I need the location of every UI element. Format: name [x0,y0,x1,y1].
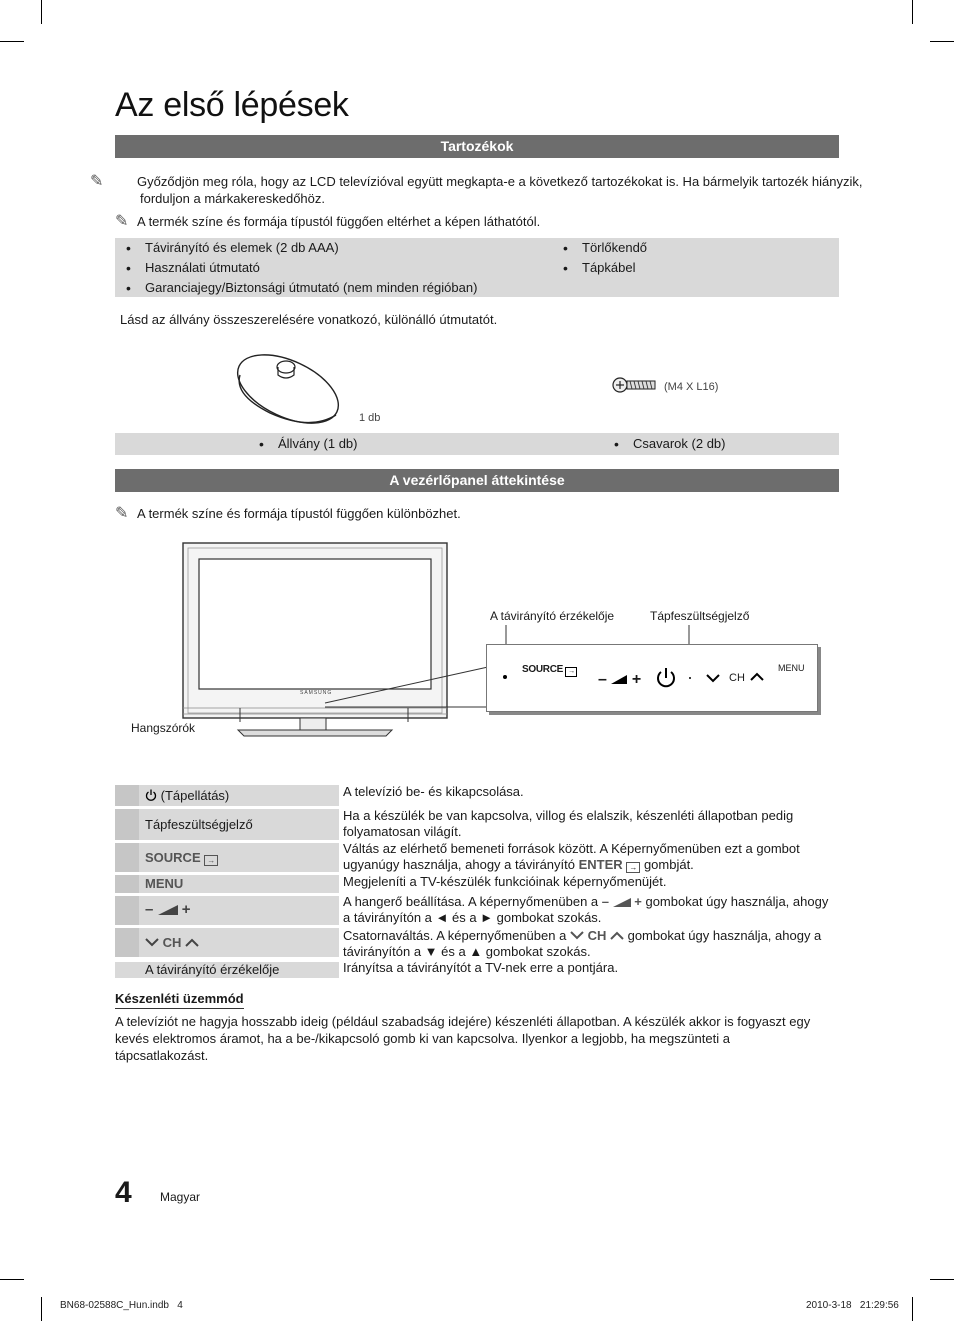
panel-source-button[interactable]: SOURCE → [522,664,577,677]
screw-spec: (M4 X L16) [664,381,719,393]
section-heading-control-panel: A vezérlőpanel áttekintése [115,469,839,492]
list-item: • Csavarok (2 db) [633,434,725,454]
panel-ch-label: CH [729,672,745,684]
control-panel-zoom [486,644,818,712]
stand-illustration [230,345,350,427]
enter-icon: → [626,862,640,873]
stand-screws-row [115,433,839,455]
accessories-list [115,238,839,297]
control-row-volume [115,896,339,925]
crop-mark [0,1279,24,1280]
footer-timestamp: 2010-3-18 21:29:56 [806,1300,899,1311]
control-desc-remote-sensor: Irányítsa a távirányítót a TV-nek erre a pontjára. [343,960,619,975]
control-row-source: SOURCE → [115,843,339,872]
note-appearance: ✎ A termék színe és formája típustól függően eltérhet a képen láthatótól. [115,213,541,230]
list-item: • Használati útmutató [145,258,260,278]
crop-mark [912,1297,913,1321]
control-desc-power: A televízió be- és kikapcsolása. [343,784,524,799]
language-label: Magyar [160,1190,201,1204]
power-icon[interactable] [655,667,677,689]
minus-icon: – [598,671,607,688]
page-number: 4 [115,1176,132,1209]
control-row-remote-sensor: A távirányító érzékelője [115,962,339,978]
control-row-menu: MENU [115,875,339,893]
crop-mark [930,1279,954,1280]
panel-menu-button[interactable]: MENU [778,663,805,673]
crop-mark [912,0,913,24]
standby-text: A televíziót ne hagyja hosszabb ideig (például szabadság idejére) készenléti állapotban. A készülék akkor is fogyaszt egy kevés elektromos áramot, ha a be-/kikapcsoló gomb ki van kapcsolva. Ilyenkor a legjobb, ha megszünteti a tápcsatlakozást. [115,1014,811,1063]
note-accessories-check: ✎ Győződjön meg róla, hogy az LCD televízióval együtt megkapta-e a következő tartozékokat is. Ha bármelyik tartozék hiányzik, forduljon a márkakereskedőhöz. [90,173,863,206]
pencil-note-icon: ✎ [115,213,129,230]
control-row-power: (Tápellátás) [115,785,339,806]
chevron-up-icon [610,931,624,940]
page-title: Az első lépések [115,86,349,124]
footer-file-name: BN68-02588C_Hun.indb 4 [60,1300,183,1311]
crop-mark [41,0,42,24]
pencil-note-icon: ✎ [90,173,104,190]
note-control-panel: ✎ A termék színe és formája típustól függően különbözhet. [115,505,461,522]
remote-sensor-dot [503,675,507,679]
section-heading-accessories: Tartozékok [115,135,839,158]
chevron-up-icon[interactable] [749,672,765,682]
callout-speakers: Hangszórók [131,721,196,735]
standby-heading: Készenléti üzemmód [115,991,244,1009]
list-item: • Tápkábel [582,258,635,278]
crop-mark [930,41,954,42]
crop-mark [41,1297,42,1321]
callout-remote-sensor: A távirányító érzékelője [490,609,615,623]
minus-icon: – [601,894,609,909]
control-desc-source: Váltás az elérhető bemeneti források között. A Képernyőmenüben ezt a gombot ugyanúgy használja, ahogy a távirányító ENTER → gombját. [343,841,800,872]
list-item: • Távirányító és elemek (2 db AAA) [145,238,339,258]
control-desc-volume: A hangerő beállítása. A képernyőmenüben a – + gombokat úgy használja, ahogy a távirányítón a ◄ és a ► gombokat szokás. [343,894,829,925]
brand-logo: SAMSUNG [300,690,333,696]
pencil-note-icon: ✎ [115,505,129,522]
chevron-down-icon [145,938,159,947]
chevron-down-icon[interactable] [705,673,721,683]
stand-quantity: 1 db [359,412,381,424]
volume-icon [611,675,627,684]
control-desc-channel: Csatornaváltás. A képernyőmenüben a CH gombokat úgy használja, ahogy a távirányítón a ▼ és a ▲ gombokat szokás. [343,928,822,959]
chevron-down-icon [570,931,584,940]
volume-icon [613,898,631,907]
stand-instructions-note: Lásd az állvány összeszerelésére vonatkozó, különálló útmutatót. [120,312,498,327]
list-item: • Törlőkendő [582,238,647,258]
chevron-up-icon [185,938,199,947]
list-item: • Állvány (1 db) [278,434,357,454]
screw-icon [612,375,658,395]
power-icon [145,789,157,801]
crop-mark [0,41,24,42]
control-desc-menu: Megjeleníti a TV-készülék funkcióinak képernyőmenüjét. [343,874,667,889]
callout-power-indicator: Tápfeszültségjelző [650,609,750,623]
list-item: • Garanciajegy/Biztonsági útmutató (nem minden régióban) [145,278,477,298]
control-desc-power-indicator: Ha a készülék be van kapcsolva, villog és elalszik, készenléti állapotban pedig folyamatosan világít. [343,808,794,839]
minus-icon: – [145,901,154,918]
plus-icon: + [181,901,191,918]
control-row-power-indicator: Tápfeszültségjelző [115,809,339,840]
control-row-channel: CH [115,928,339,957]
source-input-icon: → [565,667,577,677]
volume-icon [158,905,178,915]
plus-icon: + [634,894,642,909]
plus-icon: + [631,671,642,688]
source-input-icon: → [204,855,218,866]
panel-volume-button[interactable] [598,671,641,689]
power-indicator-dot [689,677,691,679]
